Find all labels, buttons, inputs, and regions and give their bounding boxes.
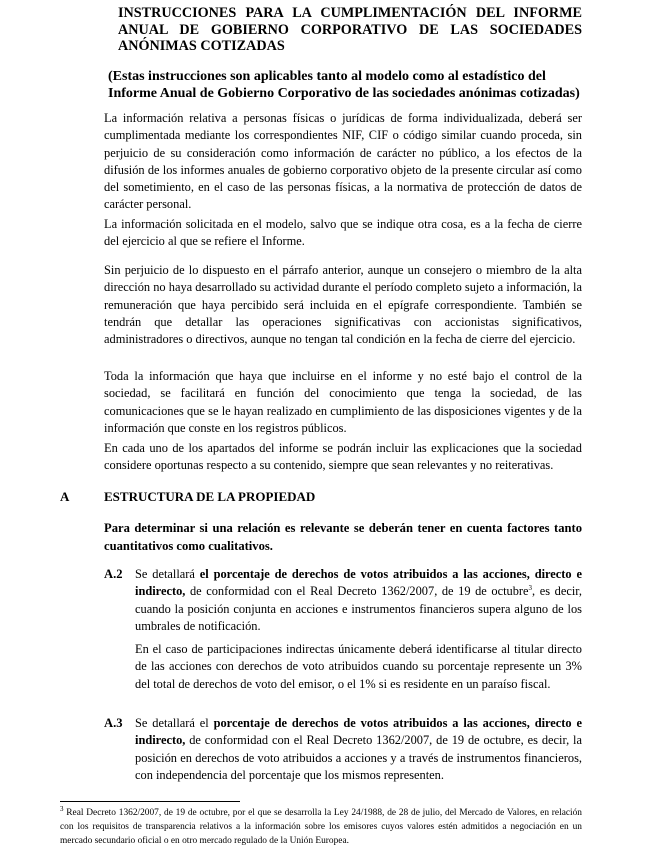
section-note: Para determinar si una relación es relevante se deberán tener en cuenta factores tanto cuantitativos como cualitativos. — [104, 521, 582, 553]
item-label-a3: A.3 — [104, 716, 123, 730]
item-body-a2-extra: En el caso de participaciones indirectas únicamente deberá identificarse al titular directo de las acciones con derechos de voto atribuidos cuando su porcentaje represente un 3% del total de derechos de voto del emisor, o el 1% si es residente en un paraíso fiscal. — [135, 642, 582, 691]
item-a2-text-cont: , es decir, cuando la posición conjunta en acciones e instrumentos financieros supera alguno de los umbrales de notificación. — [135, 584, 582, 633]
footnote-text: Real Decreto 1362/2007, de 19 de octubre, por el que se desarrolla la Ley 24/1988, de 28 de julio, del Mercado de Valores, en relación con los requisitos de transparencia relativos a la información sobre los emisores cuyos valores estén admitidos a negociación en un mercado secundario oficial o en otro mercado regulado de la Unión Europea. — [60, 808, 582, 846]
item-a3-bold: porcentaje de derechos de votos atribuidos a las acciones, directo e indirecto, — [135, 716, 582, 748]
paragraph-explanations: En cada uno de los apartados del informe se podrán incluir las explicaciones que la sociedad considere oportunas respecto a su contenido, siempre que sean relevantes y no reiterativas. — [104, 441, 582, 473]
item-a2-text: de conformidad con el Real Decreto 1362/2007, de 19 de octubre — [185, 584, 529, 599]
item-a2-intro: Se detallará — [135, 567, 200, 581]
footnote-mark: 3 — [60, 804, 64, 813]
item-a2-bold: el porcentaje de derechos de votos atribuidos a las acciones, directo e indirecto, — [135, 567, 582, 599]
paragraph-external-information: Toda la información que haya que incluirse en el informe y no esté bajo el control de la sociedad, se facilitará en función del conocimiento que tenga la sociedad, de las comunicaciones que se le hayan realizado en cumplimiento de las disposiciones vigentes y de la información que conste en los registros públicos. — [104, 369, 582, 435]
footnote — [60, 806, 582, 848]
document-title: INSTRUCCIONES PARA LA CUMPLIMENTACIÓN DEL INFORME ANUAL DE GOBIERNO CORPORATIVO DE LAS SOCIEDADES ANÓNIMAS COTIZADAS — [118, 5, 582, 54]
paragraph-reference-date: La información solicitada en el modelo, salvo que se indique otra cosa, es a la fecha de cierre del ejercicio al que se refiere el Informe. — [104, 217, 582, 249]
section-letter: A — [60, 489, 70, 504]
item-a3-intro: Se detallará el — [135, 716, 214, 730]
item-label-a2: A.2 — [104, 567, 123, 581]
paragraph-identification: La información relativa a personas físicas o jurídicas de forma individualizada, deberá ser cumplimentada mediante los correspondientes NIF, CIF o código similar cuando proceda, sin perjuicio de su consideración como información de carácter no público, a los efectos de la difusión de los informes anuales de gobierno corporativo objeto de la presente circular así como del sometimiento, en el caso de las personas físicas, a la normativa de protección de datos de carácter personal. — [104, 111, 582, 212]
section-title: ESTRUCTURA DE LA PROPIEDAD — [104, 489, 316, 504]
document-subtitle: (Estas instrucciones son aplicables tanto al modelo como al estadístico del Informe Anual de Gobierno Corporativo de las sociedades anónimas cotizadas) — [108, 69, 580, 101]
paragraph-remuneration: Sin perjuicio de lo dispuesto en el párrafo anterior, aunque un consejero o miembro de la alta dirección no haya desarrollado su actividad durante el período completo sujeto a información, la remuneración que haya percibido será incluida en el epígrafe correspondiente. También se tendrán que detallar las operaciones significativas con accionistas significativos, administradores o directivos, aunque no tengan tal condición en la fecha de cierre del ejercicio. — [104, 263, 582, 347]
item-a3-text: de conformidad con el Real Decreto 1362/2007, de 19 de octubre, es decir, la posición en derechos de voto atribuidos a acciones y a través de instrumentos financieros, con independencia del porcentaje que los mismos representen. — [135, 733, 582, 782]
item-body-a3 — [135, 715, 582, 784]
footnote-ref: 3 — [528, 584, 533, 593]
footnote-separator — [60, 801, 240, 802]
item-body-a2 — [135, 566, 582, 635]
